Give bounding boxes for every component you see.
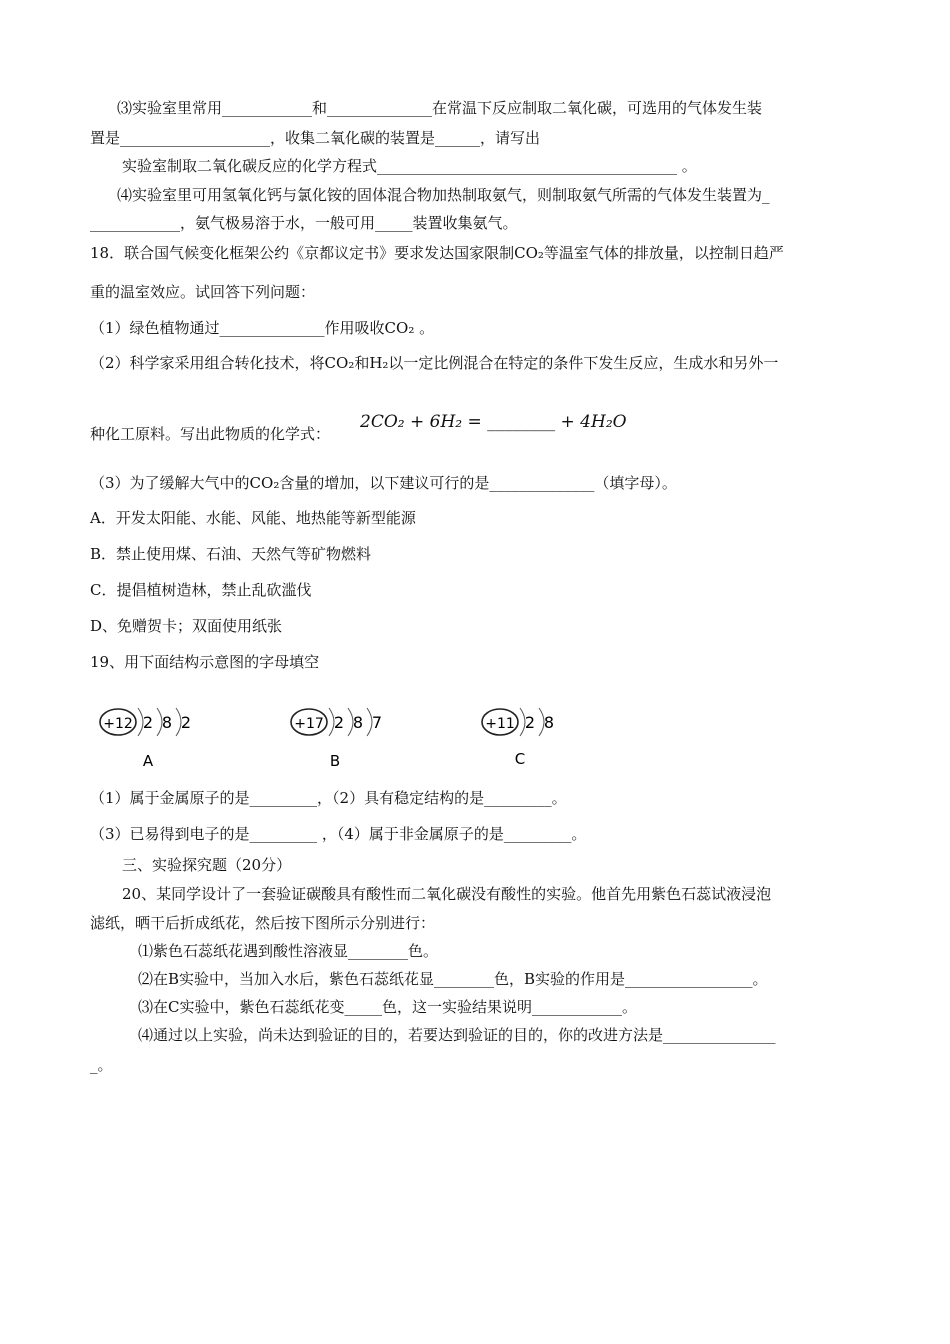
q20-stem-line2: 滤纸，晒干后折成纸花，然后按下图所示分别进行： xyxy=(90,914,436,932)
atom-diagram-b xyxy=(289,698,399,780)
q18-stem-line2: 重的温室效应。试回答下列问题： xyxy=(90,283,316,301)
q18-part1: （1）绿色植物通过______________作用吸收CO₂ 。 xyxy=(90,319,435,337)
atom-a-label: A xyxy=(142,752,154,770)
atom-a-shell-2: 8 xyxy=(161,713,173,732)
atom-c-nucleus: +11 xyxy=(485,716,515,732)
q17-4-line2: ____________，氨气极易溶于水，一般可用_____装置收集氨气。 xyxy=(90,214,518,232)
q19-part1-2: （1）属于金属原子的是_________，（2）具有稳定结构的是_________。 xyxy=(90,789,567,807)
q20-part4: ⑷通过以上实验，尚未达到验证的目的，若要达到验证的目的，你的改进方法是_______________ xyxy=(138,1026,776,1044)
option-b: B．禁止使用煤、石油、天然气等矿物燃料 xyxy=(90,545,372,563)
atom-b-shell-3: 7 xyxy=(371,713,383,732)
atom-c-label: C xyxy=(514,750,526,768)
q17-3-line3: 实验室制取二氧化碳反应的化学方程式________________________________________ 。 xyxy=(122,157,697,175)
atom-a-shell-1: 2 xyxy=(142,713,154,732)
q18-part2-line1: （2）科学家采用组合转化技术，将CO₂和H₂以一定比例混合在特定的条件下发生反应，生成水和另外一 xyxy=(90,354,779,372)
option-c: C．提倡植树造林，禁止乱砍滥伐 xyxy=(90,581,312,599)
atom-diagram-c xyxy=(480,698,590,780)
reaction-equation: 2CO₂ + 6H₂ = ________ + 4H₂O xyxy=(360,412,627,432)
atom-b-label: B xyxy=(329,752,341,770)
atom-a-nucleus: +12 xyxy=(103,716,133,732)
atom-diagram-a xyxy=(98,698,208,780)
q20-part2: ⑵在B实验中，当加入水后，紫色石蕊纸花显________色，B实验的作用是_________________。 xyxy=(138,970,768,988)
q17-4-line1: ⑷实验室里可用氢氧化钙与氯化铵的固体混合物加热制取氨气，则制取氨气所需的气体发生装置为_ xyxy=(117,186,770,204)
q17-3-line1: ⑶实验室里常用____________和______________在常温下反应制取二氧化碳，可选用的气体发生装 xyxy=(117,99,763,117)
q19-stem: 19、用下面结构示意图的字母填空 xyxy=(90,653,320,671)
q20-stem-line1: 20、某同学设计了一套验证碳酸具有酸性而二氧化碳没有酸性的实验。他首先用紫色石蕊试液浸泡 xyxy=(122,885,772,903)
q18-part3: （3）为了缓解大气中的CO₂含量的增加，以下建议可行的是______________（填字母）。 xyxy=(90,474,677,492)
q20-part3: ⑶在C实验中，紫色石蕊纸花变_____色，这一实验结果说明____________。 xyxy=(138,998,637,1016)
q18-stem-line1: 18．联合国气候变化框架公约《京都议定书》要求发达国家限制CO₂等温室气体的排放量，以控制日趋严 xyxy=(90,244,784,262)
atom-c-shell-1: 2 xyxy=(524,713,536,732)
atom-b-shell-2: 8 xyxy=(352,713,364,732)
atom-b-nucleus: +17 xyxy=(294,716,324,732)
option-a: A．开发太阳能、水能、风能、地热能等新型能源 xyxy=(90,509,416,527)
atom-b-shell-1: 2 xyxy=(333,713,345,732)
q20-part4-end: _。 xyxy=(90,1056,113,1074)
option-d: D、免赠贺卡；双面使用纸张 xyxy=(90,617,283,635)
q17-3-line2: 置是____________________，收集二氧化碳的装置是______，请写出 xyxy=(90,129,541,147)
atom-a-shell-3: 2 xyxy=(180,713,192,732)
q20-part1: ⑴紫色石蕊纸花遇到酸性溶液显________色。 xyxy=(138,942,439,960)
atom-c-shell-2: 8 xyxy=(543,713,555,732)
q18-part2-line2: 种化工原料。写出此物质的化学式： xyxy=(90,425,331,443)
section-3-heading: 三、实验探究题（20分） xyxy=(122,856,292,874)
q19-part3-4: （3）已易得到电子的是_________ ，（4）属于非金属原子的是_________。 xyxy=(90,825,587,843)
